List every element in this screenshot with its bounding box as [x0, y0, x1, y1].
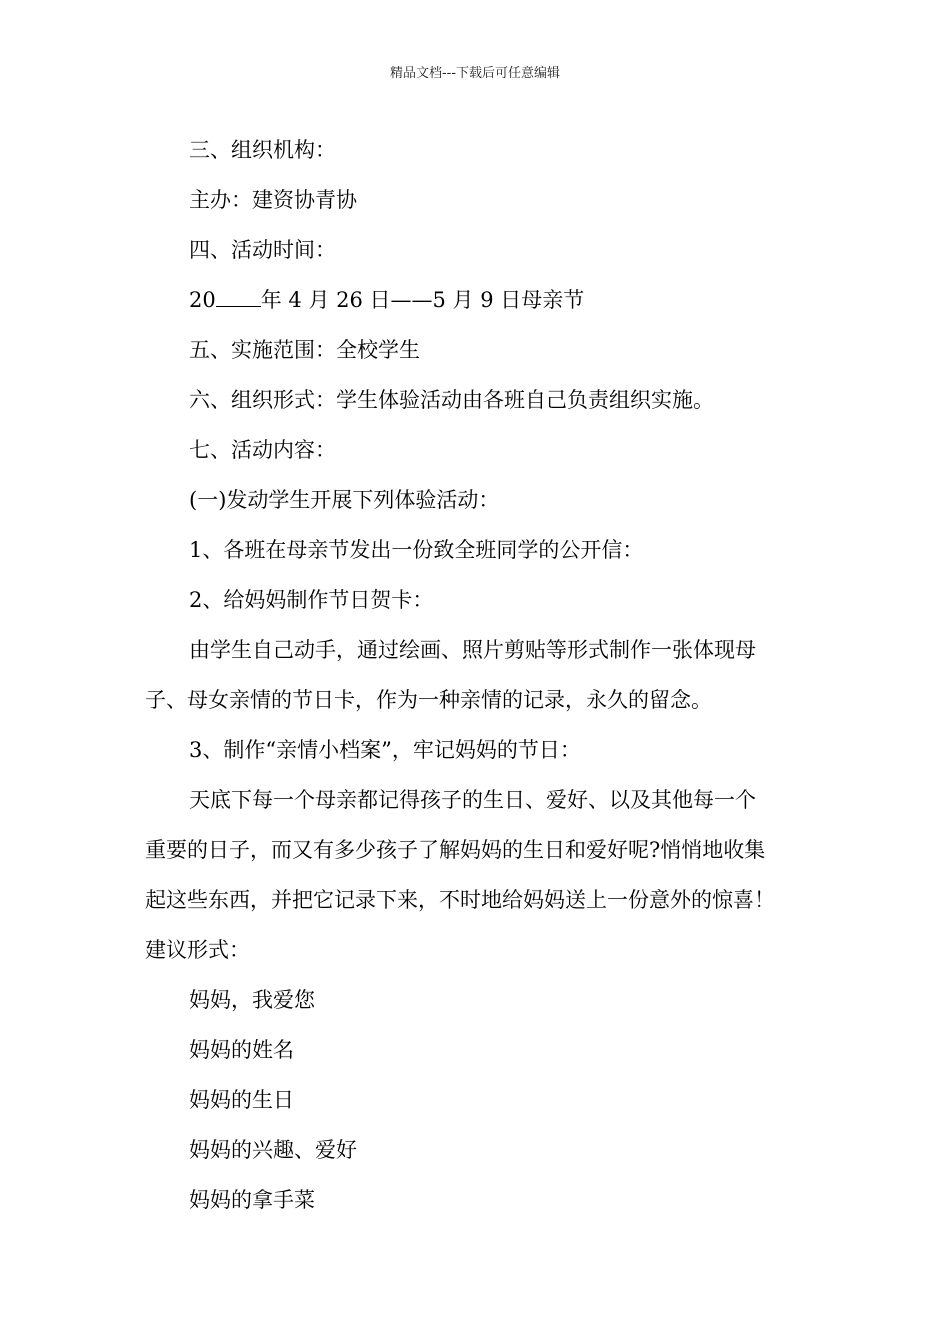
format-line: 妈妈的拿手菜 — [189, 1188, 315, 1212]
format-line: 妈妈的生日 — [189, 1088, 294, 1112]
item-2: 2、给妈妈制作节日贺卡： — [189, 588, 434, 612]
time-suffix: 年 4 月 26 日——5 月 9 日母亲节 — [260, 288, 585, 312]
item-3-desc-line-1: 天底下每一个母亲都记得孩子的生日、爱好、以及其他每一个 — [189, 788, 756, 812]
item-3-desc-line-3: 起这些东西，并把它记录下来，不时地给妈妈送上一份意外的惊喜！ — [145, 888, 775, 912]
scope-line: 五、实施范围：全校学生 — [189, 338, 420, 362]
item-3-desc-line-4: 建议形式： — [145, 938, 250, 962]
format-line: 妈妈，我爱您 — [189, 988, 315, 1012]
time-heading: 四、活动时间： — [189, 238, 336, 262]
page-header: 精品文档---下载后可任意编辑 — [389, 66, 561, 81]
host-line: 主办：建资协青协 — [189, 188, 357, 212]
time-prefix: 20 — [189, 288, 216, 312]
item-2-desc-line-2: 子、母女亲情的节日卡，作为一种亲情的记录，永久的留念。 — [145, 688, 712, 712]
form-line: 六、组织形式：学生体验活动由各班自己负责组织实施。 — [189, 388, 714, 412]
org-heading: 三、组织机构： — [189, 138, 336, 162]
item-3-desc-line-2: 重要的日子，而又有多少孩子了解妈妈的生日和爱好呢?悄悄地收集 — [145, 838, 766, 862]
format-line: 妈妈的兴趣、爱好 — [189, 1138, 357, 1162]
item-3: 3、制作“亲情小档案”，牢记妈妈的节日： — [189, 738, 581, 762]
item-2-desc-line-1: 由学生自己动手，通过绘画、照片剪贴等形式制作一张体现母 — [189, 638, 756, 662]
item-1: 1、各班在母亲节发出一份致全班同学的公开信： — [189, 538, 644, 562]
year-blank — [216, 286, 261, 307]
format-line: 妈妈的姓名 — [189, 1038, 294, 1062]
time-line — [189, 283, 584, 317]
content-heading: 七、活动内容： — [189, 438, 336, 462]
sub-heading: (一)发动学生开展下列体验活动： — [189, 488, 500, 512]
